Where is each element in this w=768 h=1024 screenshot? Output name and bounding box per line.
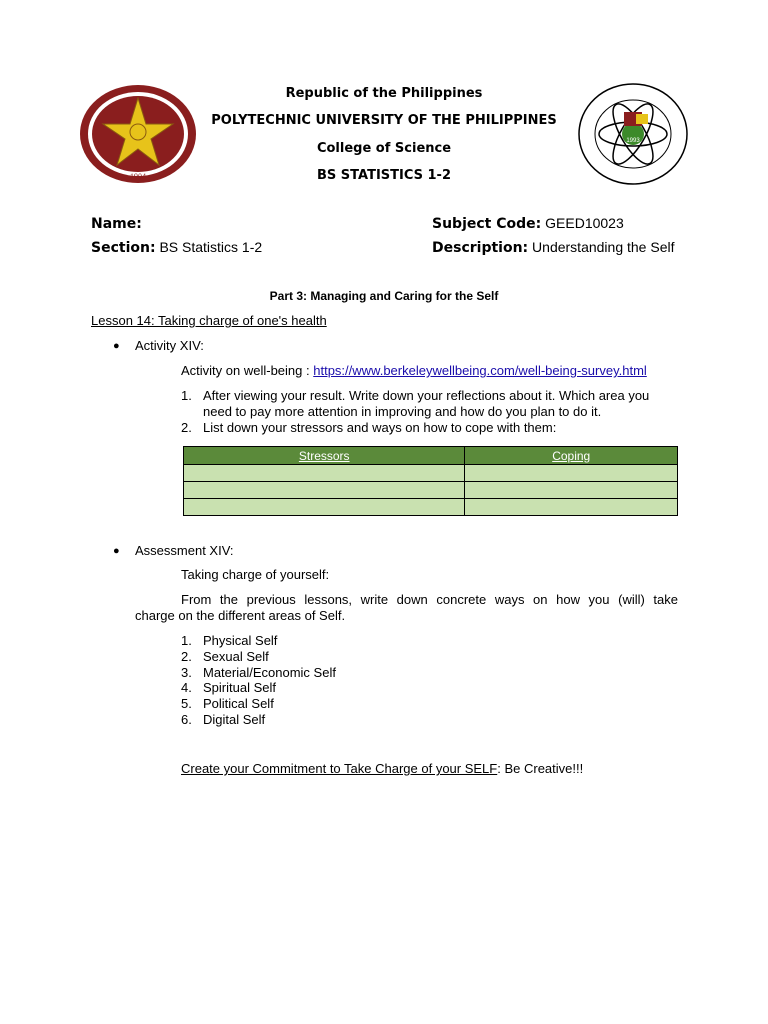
list-item-number: 6.	[181, 711, 192, 727]
header-republic: Republic of the Philippines	[285, 86, 483, 101]
list-item-text: Physical Self	[203, 633, 278, 648]
activity-item-text: After viewing your result. Write down your reflections about it. Which area you	[203, 388, 650, 403]
self-areas-list	[181, 633, 336, 728]
coping-column-header: Coping	[465, 447, 678, 465]
header-college: College of Science	[316, 141, 452, 156]
list-item	[181, 680, 336, 696]
section-value: BS Statistics 1-2	[159, 239, 263, 255]
list-item-text: Spiritual Self	[203, 680, 276, 696]
subject-code-value: GEED10023	[545, 215, 624, 231]
assessment-bullet-dot: ●	[113, 545, 120, 557]
activity-bullet-dot: ●	[113, 340, 120, 352]
list-item	[181, 696, 336, 712]
stressors-coping-table	[183, 446, 678, 516]
list-item	[181, 649, 336, 665]
description-label: Description:	[432, 240, 529, 256]
description-field	[432, 239, 674, 256]
table-header-row	[184, 447, 678, 465]
assessment-paragraph-line2: charge on the different areas of Self.	[135, 608, 346, 623]
commitment-underlined: Create your Commitment to Take Charge of your SELF	[181, 761, 498, 776]
header-program: BS STATISTICS 1-2	[317, 168, 451, 183]
list-item	[181, 665, 336, 681]
section-label: Section:	[91, 240, 156, 256]
table-row	[184, 499, 678, 516]
assessment-heading: Assessment XIV:	[135, 543, 234, 558]
header-university: POLYTECHNIC UNIVERSITY OF THE PHILIPPINES	[211, 113, 557, 128]
table-row	[184, 482, 678, 499]
activity-intro	[181, 363, 647, 378]
commitment-rest: : Be Creative!!!	[497, 761, 584, 776]
list-item-number: 5.	[181, 696, 192, 712]
activity-list	[181, 388, 649, 435]
table-cell[interactable]	[184, 482, 465, 499]
table-cell[interactable]	[465, 465, 678, 482]
list-item-text: Sexual Self	[203, 648, 269, 664]
list-item-text: Digital Self	[203, 711, 266, 727]
activity-heading: Activity XIV:	[135, 338, 204, 353]
assessment-paragraph-line1: From the previous lessons, write down concrete ways on how you (will) take	[181, 592, 678, 607]
name-label: Name:	[91, 216, 142, 232]
table-cell[interactable]	[184, 465, 465, 482]
list-item-number: 3.	[181, 664, 192, 680]
subject-code-field	[432, 215, 624, 232]
table-cell[interactable]	[465, 499, 678, 516]
lesson-title: Lesson 14: Taking charge of one's health	[91, 313, 327, 328]
activity-intro-text: Activity on well-being :	[181, 363, 314, 378]
activity-item-continuation	[181, 404, 649, 420]
list-item	[181, 712, 336, 728]
description-value: Understanding the Self	[532, 239, 675, 255]
activity-item	[181, 388, 649, 404]
activity-item-text: List down your stressors and ways on how to cope with them:	[203, 419, 557, 435]
stressors-column-header: Stressors	[184, 447, 465, 465]
pup-seal-year: 1904	[130, 172, 146, 181]
wellbeing-survey-link[interactable]: https://www.berkeleywellbeing.com/well-being-survey.html	[313, 363, 647, 378]
section-field	[91, 239, 262, 256]
table-cell[interactable]	[184, 499, 465, 516]
table-row	[184, 465, 678, 482]
commitment-line	[181, 761, 583, 776]
list-item	[181, 633, 336, 649]
activity-item-number: 1.	[181, 388, 192, 403]
list-item-number: 2.	[181, 648, 192, 664]
subject-code-label: Subject Code:	[432, 216, 542, 232]
list-item-text: Material/Economic Self	[203, 664, 336, 680]
part-title: Part 3: Managing and Caring for the Self	[269, 289, 499, 303]
list-item-number: 1.	[181, 633, 192, 648]
activity-item-number: 2.	[181, 419, 192, 435]
cos-seal-year: 1993	[626, 138, 640, 144]
list-item-text: Political Self	[203, 696, 274, 712]
activity-item	[181, 420, 649, 436]
table-cell[interactable]	[465, 482, 678, 499]
list-item-number: 4.	[181, 680, 192, 696]
name-field	[91, 215, 142, 232]
assessment-subtitle: Taking charge of yourself:	[181, 567, 330, 582]
activity-item-text: need to pay more attention in improving and how do you plan to do it.	[203, 403, 602, 419]
